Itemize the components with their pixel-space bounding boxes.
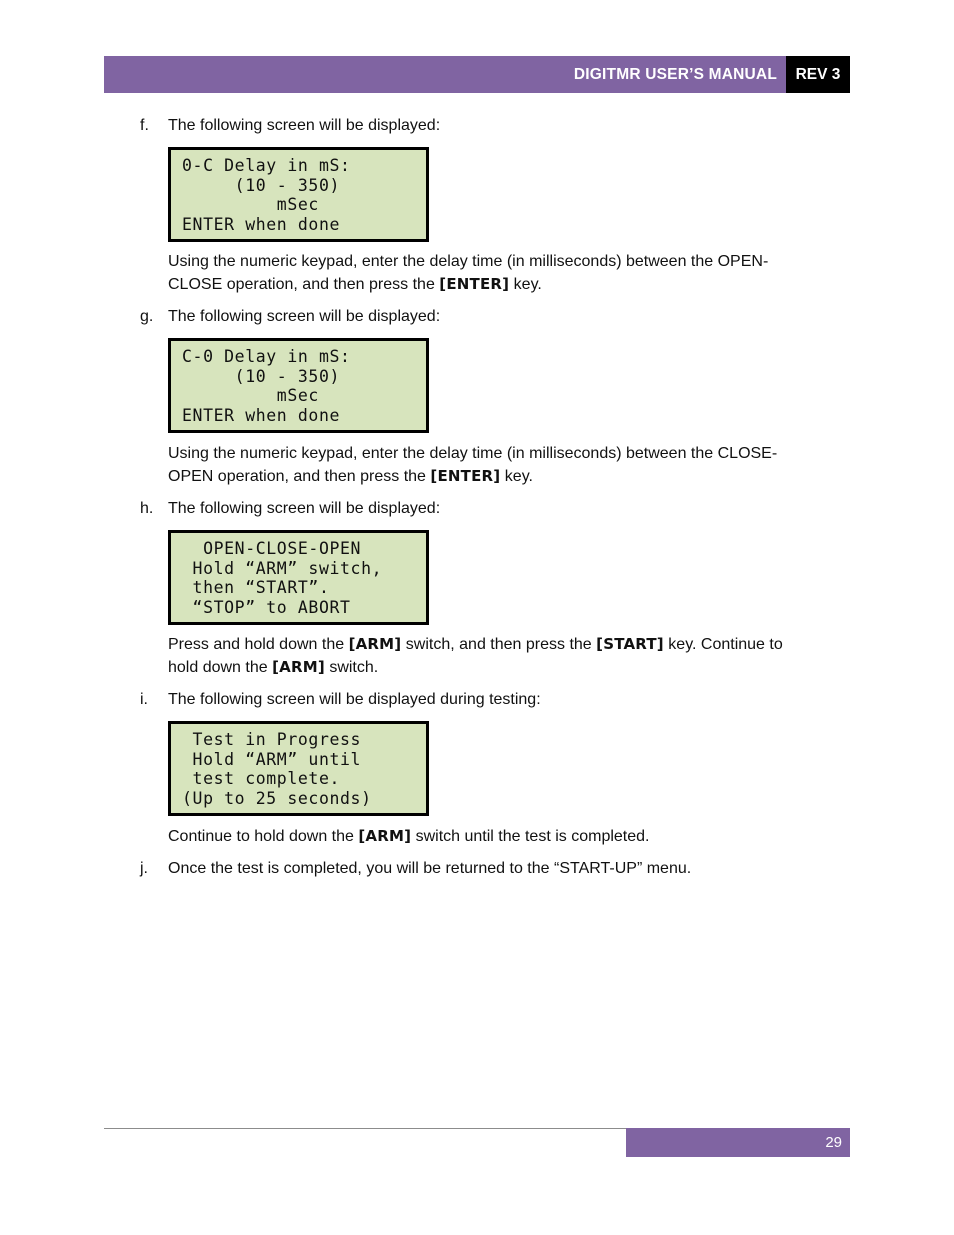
text-run: switch, and then press the [401,636,597,653]
text-run: Press and hold down the [168,636,349,653]
paragraph-i [168,825,840,848]
lcd-line: ENTER when done [182,405,341,425]
text-line [168,273,840,296]
lcd-screen-open-close-open [168,530,429,625]
text-line [168,656,840,679]
arm-switch-label: [ARM] [272,658,325,676]
text-run: switch until the test is completed. [411,828,650,845]
paragraph-h [168,633,840,679]
lcd-screen-co-delay [168,338,429,433]
lcd-line: Hold “ARM” switch, [182,558,383,578]
step-text: The following screen will be displayed: [168,308,441,325]
lcd-line: mSec [182,195,319,214]
paragraph-f [168,250,840,296]
text-run: OPEN operation, and then press the [168,468,431,485]
paragraph-g [168,442,840,488]
step-letter: i. [140,691,148,708]
start-key-label: [START] [596,635,664,653]
step-letter: f. [140,117,149,134]
step-text: The following screen will be displayed: [168,500,441,517]
step-text: Once the test is completed, you will be returned to the “START-UP” menu. [168,860,692,877]
lcd-screen-oc-delay [168,147,429,242]
revision-badge: REV 3 [786,56,850,93]
step-letter: g. [140,308,154,325]
step-letter: h. [140,500,154,517]
lcd-line: mSec [182,386,319,405]
text-run: key. [500,468,533,485]
lcd-line: test complete. [182,769,341,788]
text-line [168,633,840,656]
text-run: switch. [324,659,379,676]
lcd-line: (10 - 350) [182,366,341,386]
manual-title: DIGITMR USER’S MANUAL [573,65,777,83]
text-run: hold down the [168,659,273,676]
page-number: 29 [825,1134,842,1151]
page-footer [626,1128,850,1157]
enter-key-label: [ENTER] [439,275,510,293]
lcd-line: (Up to 25 seconds) [182,788,372,808]
lcd-line: 0-C Delay in mS: [182,156,351,175]
text-run: CLOSE operation, and then press the [168,276,440,293]
arm-switch-label: [ARM] [348,635,402,653]
enter-key-label: [ENTER] [430,467,501,485]
text-run: key. Continue to [663,636,783,653]
text-run: Continue to hold down the [168,828,359,845]
lcd-line: OPEN-CLOSE-OPEN [182,539,362,558]
text-line: Using the numeric keypad, enter the delay time (in milliseconds) between the OPEN- [168,253,769,270]
lcd-line: ENTER when done [182,214,341,234]
text-line: Using the numeric keypad, enter the delay time (in milliseconds) between the CLOSE- [168,445,778,462]
text-line [168,825,840,848]
lcd-line: Hold “ARM” until [182,749,362,769]
step-letter: j. [140,860,148,877]
text-run: key. [509,276,542,293]
lcd-line: “STOP” to ABORT [182,597,351,617]
lcd-line: then “START”. [182,578,330,597]
lcd-line: C-0 Delay in mS: [182,347,351,366]
lcd-line: (10 - 350) [182,175,341,195]
text-line [168,465,840,488]
lcd-screen-test-in-progress [168,721,429,816]
step-text: The following screen will be displayed: [168,117,441,134]
lcd-line: Test in Progress [182,730,362,749]
arm-switch-label: [ARM] [358,827,412,845]
step-text: The following screen will be displayed during testing: [168,691,541,708]
page-header [104,56,850,93]
